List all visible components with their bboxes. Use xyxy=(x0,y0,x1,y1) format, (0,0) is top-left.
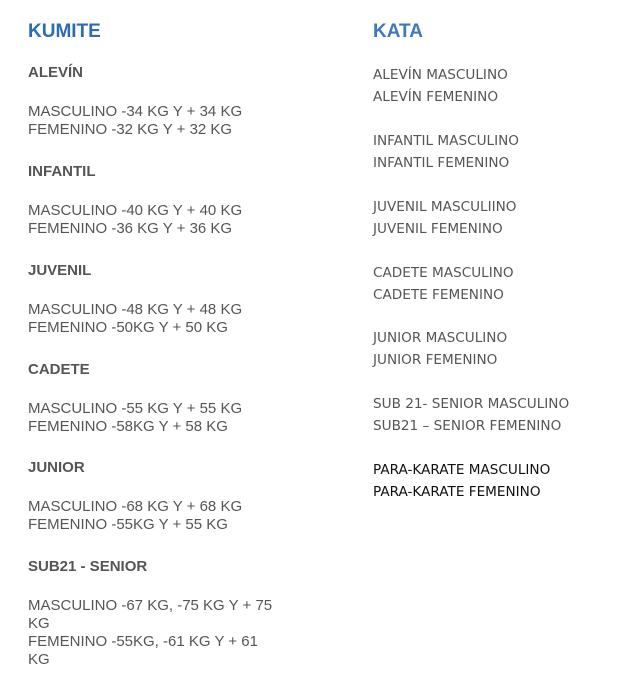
kumite-group-heading: ALEVÍN xyxy=(28,64,84,81)
kumite-group-heading: INFANTIL xyxy=(28,163,96,180)
kumite-line-femenino: FEMENINO -58KG Y + 58 KG xyxy=(28,418,228,435)
kata-group-sub21-senior xyxy=(373,393,618,437)
kumite-group-lines xyxy=(28,301,273,337)
kata-line-masculino: PARA-KARATE MASCULINO xyxy=(373,462,551,478)
kata-group-alevin xyxy=(373,64,618,108)
kumite-group-heading: SUB21 - SENIOR xyxy=(28,558,148,575)
kumite-group-heading: JUNIOR xyxy=(28,459,85,476)
kumite-line-masculino: MASCULINO -40 KG Y + 40 KG xyxy=(28,202,243,219)
kumite-line-masculino: MASCULINO -68 KG Y + 68 KG xyxy=(28,498,243,515)
kumite-group-lines xyxy=(28,498,273,534)
kata-group-junior xyxy=(373,327,618,371)
kata-line-masculino: ALEVÍN MASCULINO xyxy=(373,67,508,83)
kumite-line-masculino: MASCULINO -48 KG Y + 48 KG xyxy=(28,301,243,318)
kumite-group-juvenil xyxy=(28,262,328,337)
kumite-group-lines xyxy=(28,400,273,436)
kumite-line-masculino: MASCULINO -67 KG, -75 KG Y + 75 KG xyxy=(28,597,273,632)
kumite-group-lines xyxy=(28,103,273,139)
kumite-group-lines xyxy=(28,202,273,238)
kata-group-juvenil xyxy=(373,196,618,240)
kumite-line-femenino: FEMENINO -55KG Y + 55 KG xyxy=(28,516,228,533)
kata-line-masculino: INFANTIL MASCULINO xyxy=(373,133,519,149)
kata-line-femenino: INFANTIL FEMENINO xyxy=(373,155,510,171)
kumite-group-alevin xyxy=(28,64,328,139)
kata-line-masculino: SUB 21- SENIOR MASCULINO xyxy=(373,396,570,412)
kata-line-masculino: JUVENIL MASCULIINO xyxy=(373,199,517,215)
kata-group-para-karate xyxy=(373,459,618,503)
kumite-line-masculino: MASCULINO -55 KG Y + 55 KG xyxy=(28,400,243,417)
kata-line-masculino: JUNIOR MASCULINO xyxy=(373,330,508,346)
kumite-group-infantil xyxy=(28,163,328,238)
kata-line-femenino: PARA-KARATE FEMENINO xyxy=(373,484,541,500)
kumite-group-junior xyxy=(28,459,328,534)
kata-line-femenino: SUB21 – SENIOR FEMENINO xyxy=(373,418,562,434)
kumite-group-sub21-senior xyxy=(28,558,328,669)
kata-line-femenino: ALEVÍN FEMENINO xyxy=(373,89,499,105)
kata-line-femenino: JUNIOR FEMENINO xyxy=(373,352,498,368)
kata-group-infantil xyxy=(373,130,618,174)
kumite-line-femenino: FEMENINO -32 KG Y + 32 KG xyxy=(28,121,233,138)
kumite-group-lines xyxy=(28,597,273,669)
kumite-line-masculino: MASCULINO -34 KG Y + 34 KG xyxy=(28,103,243,120)
kata-group-cadete xyxy=(373,262,618,306)
kumite-group-heading: CADETE xyxy=(28,361,90,378)
kata-line-masculino: CADETE MASCULINO xyxy=(373,265,514,281)
kata-title: KATA xyxy=(373,21,423,42)
kumite-title: KUMITE xyxy=(28,21,101,42)
kata-line-femenino: CADETE FEMENINO xyxy=(373,287,504,303)
kumite-group-cadete xyxy=(28,361,328,436)
kumite-group-heading: JUVENIL xyxy=(28,262,92,279)
kata-line-femenino: JUVENIL FEMENINO xyxy=(373,221,503,237)
kumite-line-femenino: FEMENINO -50KG Y + 50 KG xyxy=(28,319,228,336)
kumite-line-femenino: FEMENINO -36 KG Y + 36 KG xyxy=(28,220,233,237)
kumite-line-femenino: FEMENINO -55KG, -61 KG Y + 61 KG xyxy=(28,633,258,668)
